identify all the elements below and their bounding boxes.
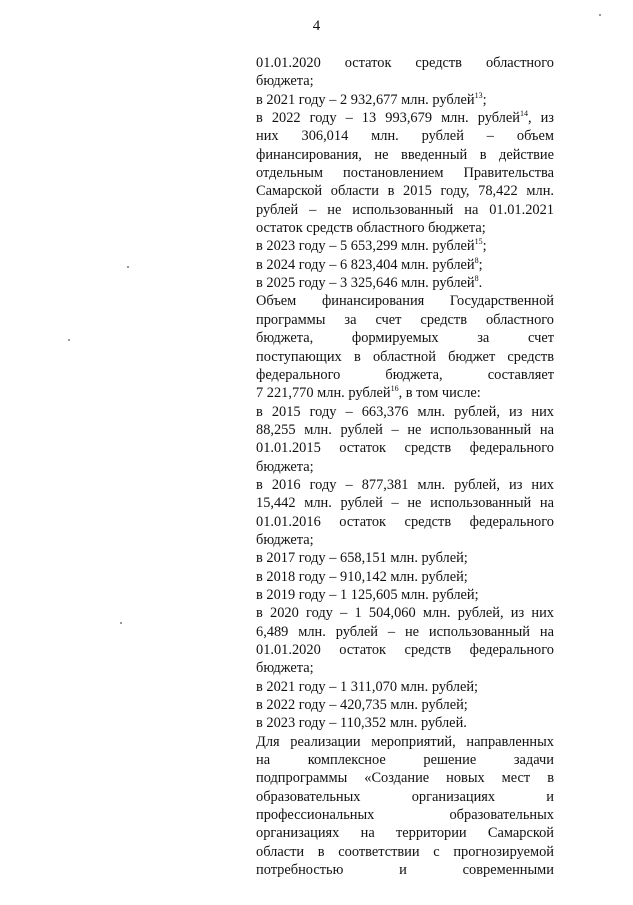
- text-line-content: организациях на территории Самарской: [256, 825, 554, 842]
- text-line-content: 6,489 млн. рублей – не использованный на: [256, 623, 554, 640]
- text-line-content: программы за счет средств областного: [256, 311, 554, 328]
- text-line-content: в 2023 году – 5 653,299 млн. рублей: [256, 238, 475, 255]
- text-line: [256, 604, 554, 622]
- text-line-content: федерального бюджета, составляет: [256, 366, 554, 383]
- text-line: [256, 384, 554, 402]
- text-line-content: бюджета;: [256, 73, 314, 90]
- footnote-marker: 14: [519, 109, 528, 119]
- text-line-content: профессиональных образовательных: [256, 807, 554, 824]
- page-number: 4: [312, 18, 321, 34]
- text-line: [256, 458, 554, 476]
- text-line: [256, 127, 554, 145]
- text-line: [256, 329, 554, 347]
- text-line-tail: ;: [478, 256, 483, 273]
- text-line-tail: , в том числе:: [398, 385, 481, 402]
- text-line: [256, 164, 554, 182]
- text-line: [256, 421, 554, 439]
- text-line-content: финансирования, не введенный в действие: [256, 146, 554, 163]
- text-line-content: отдельным постановлением Правительства: [256, 165, 554, 182]
- text-line: [256, 549, 554, 567]
- text-line-content: них 306,014 млн. рублей – объем: [256, 128, 554, 145]
- text-line: [256, 274, 554, 292]
- text-line-content: Объем финансирования Государственной: [256, 293, 554, 310]
- text-line-content: в 2019 году – 1 125,605 млн. рублей;: [256, 586, 479, 603]
- text-line: [256, 659, 554, 677]
- text-line-content: Самарской области в 2015 году, 78,422 млн.: [256, 183, 554, 200]
- text-line-content: на комплексное решение задачи: [256, 752, 554, 769]
- text-line-content: поступающих в областной бюджет средств: [256, 348, 554, 365]
- text-line: [256, 494, 554, 512]
- footnote-marker: 15: [474, 237, 483, 247]
- text-line: [256, 788, 554, 806]
- text-line-content: образовательных организациях и: [256, 788, 554, 805]
- text-line: [256, 72, 554, 90]
- text-line-content: в 2022 году – 13 993,679 млн. рублей: [256, 110, 520, 127]
- text-line: [256, 219, 554, 237]
- text-line: [256, 531, 554, 549]
- text-line: [256, 623, 554, 641]
- text-line-content: остаток средств областного бюджета;: [256, 220, 486, 237]
- text-line: [256, 366, 554, 384]
- scan-speck: [599, 14, 601, 16]
- text-line-content: области в соответствии с прогнозируемой: [256, 843, 554, 860]
- text-line-content: в 2022 году – 420,735 млн. рублей;: [256, 697, 468, 714]
- text-line: [256, 751, 554, 769]
- text-line: [256, 678, 554, 696]
- text-line-content: рублей – не использованный на 01.01.2021: [256, 201, 554, 218]
- text-line: [256, 861, 554, 879]
- text-line-content: в 2025 году – 3 325,646 млн. рублей: [256, 275, 475, 292]
- text-line: [256, 311, 554, 329]
- text-line-content: в 2021 году – 1 311,070 млн. рублей;: [256, 678, 479, 695]
- text-line-content: потребностью и современными: [256, 862, 554, 879]
- text-line-tail: .: [478, 275, 483, 292]
- text-line-content: 01.01.2020 остаток средств федерального: [256, 642, 554, 658]
- footnote-marker: 8: [474, 274, 479, 284]
- text-line-content: Для реализации мероприятий, направленных: [256, 733, 554, 750]
- text-line: [256, 476, 554, 494]
- text-line: [256, 714, 554, 732]
- text-column: [256, 54, 554, 879]
- text-line-content: 15,442 млн. рублей – не использованный на: [256, 495, 554, 512]
- scan-speck: [68, 339, 70, 341]
- text-line-content: бюджета;: [256, 458, 314, 475]
- text-line-content: в 2023 году – 110,352 млн. рублей.: [256, 715, 467, 732]
- text-line-content: в 2020 году – 1 504,060 млн. рублей, из них: [256, 605, 554, 622]
- scan-speck: [127, 266, 129, 268]
- text-line-tail: ;: [482, 238, 487, 255]
- text-line: [256, 256, 554, 274]
- text-line-content: 01.01.2015 остаток средств федерального: [256, 440, 554, 457]
- text-line-content: 7 221,770 млн. рублей: [256, 385, 391, 402]
- text-line-tail: , из: [527, 110, 554, 127]
- text-line-content: бюджета;: [256, 660, 314, 677]
- scan-speck: [120, 622, 122, 624]
- text-line: [256, 641, 554, 659]
- text-line: [256, 237, 554, 255]
- text-line-content: в 2016 году – 877,381 млн. рублей, из них: [256, 476, 554, 493]
- text-line: [256, 54, 554, 72]
- text-line-content: бюджета;: [256, 531, 314, 548]
- text-line: [256, 348, 554, 366]
- text-line: [256, 824, 554, 842]
- footnote-marker: 16: [390, 384, 399, 394]
- text-line-content: в 2018 году – 910,142 млн. рублей;: [256, 568, 468, 585]
- text-line-tail: ;: [482, 91, 487, 108]
- text-line: [256, 182, 554, 200]
- text-line: [256, 146, 554, 164]
- text-line: [256, 403, 554, 421]
- text-line: [256, 568, 554, 586]
- text-line: [256, 513, 554, 531]
- text-line: [256, 843, 554, 861]
- text-line-content: бюджета, формируемых за счет: [256, 330, 554, 347]
- footnote-marker: 13: [474, 90, 483, 100]
- text-line-content: в 2021 году – 2 932,677 млн. рублей: [256, 91, 475, 108]
- text-line-content: в 2017 году – 658,151 млн. рублей;: [256, 550, 468, 567]
- text-line-content: 88,255 млн. рублей – не использованный на: [256, 421, 554, 438]
- text-line: [256, 201, 554, 219]
- text-line-content: 01.01.2016 остаток средств федерального: [256, 513, 554, 530]
- text-line: [256, 91, 554, 109]
- text-line-content: в 2024 году – 6 823,404 млн. рублей: [256, 256, 475, 273]
- text-line: [256, 292, 554, 310]
- text-line: [256, 586, 554, 604]
- text-line-content: 01.01.2020 остаток средств областного: [256, 55, 554, 71]
- text-line: [256, 733, 554, 751]
- text-line: [256, 439, 554, 457]
- footnote-marker: 8: [474, 255, 479, 265]
- text-line-content: в 2015 году – 663,376 млн. рублей, из них: [256, 403, 554, 420]
- text-line: [256, 806, 554, 824]
- text-line: [256, 696, 554, 714]
- text-line: [256, 769, 554, 787]
- text-line: [256, 109, 554, 127]
- text-line-content: подпрограммы «Создание новых мест в: [256, 770, 554, 787]
